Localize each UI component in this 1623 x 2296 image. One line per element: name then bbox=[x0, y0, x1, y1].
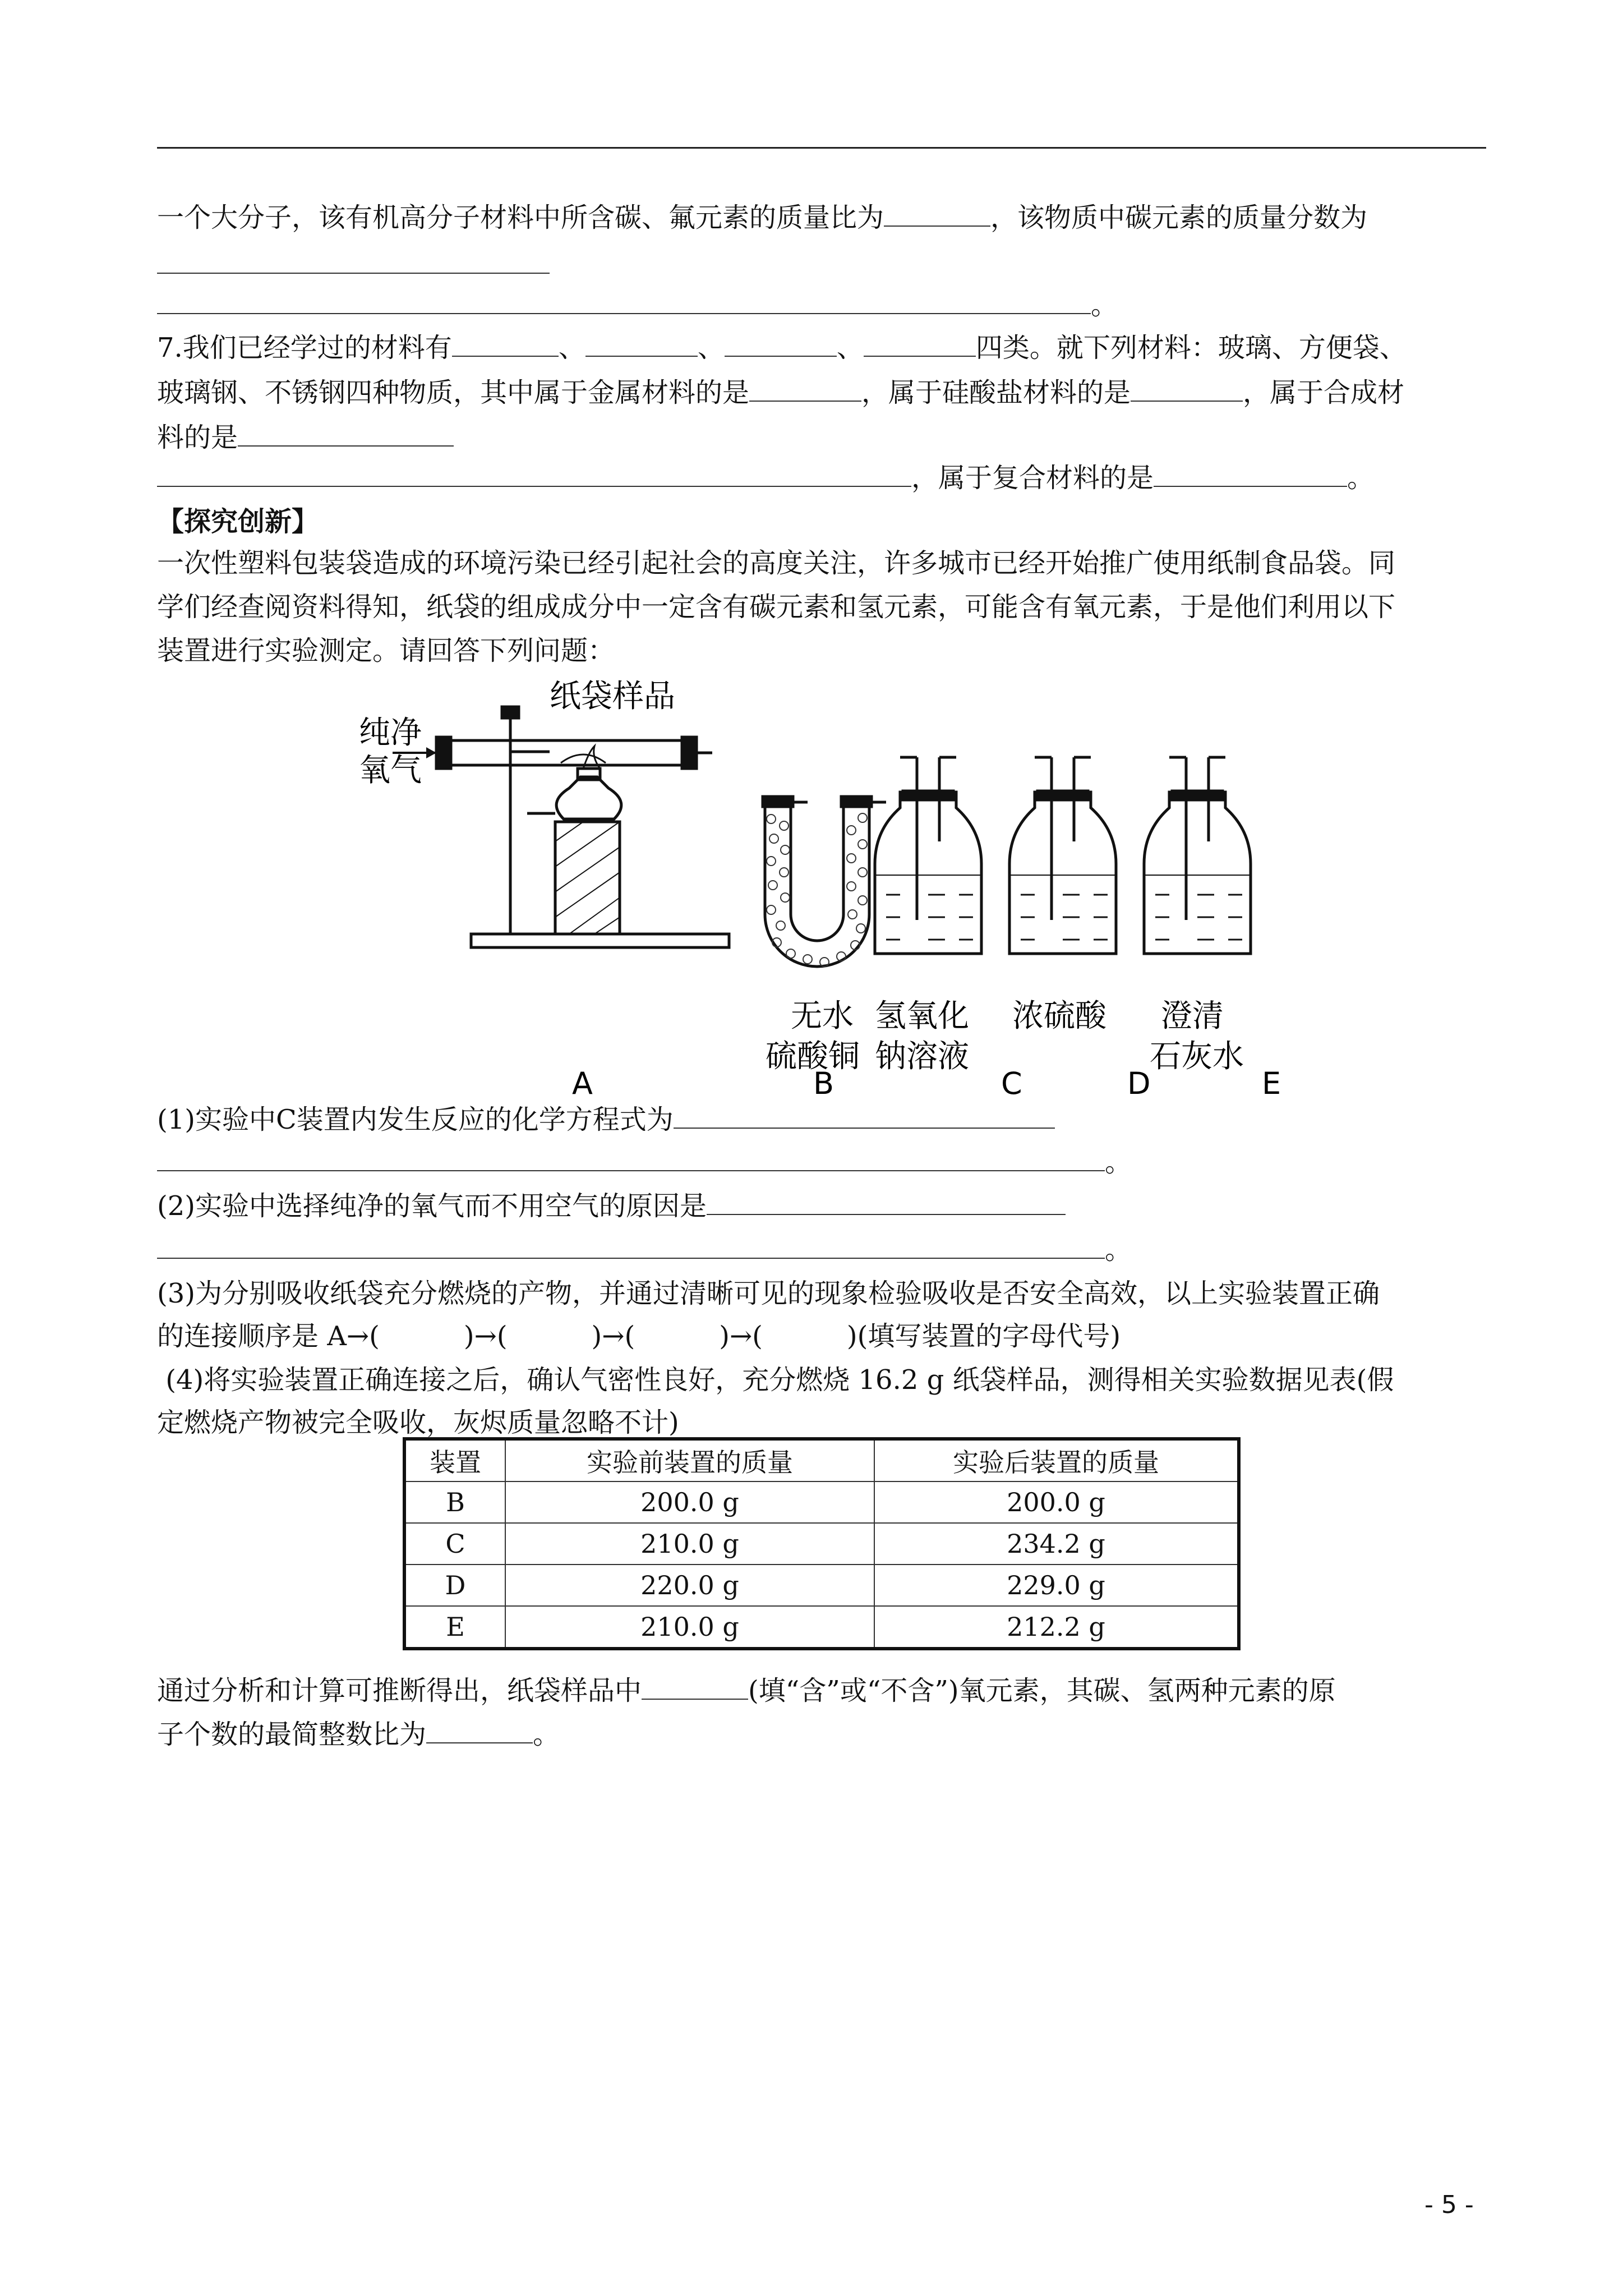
cell-before: 220.0 g bbox=[505, 1565, 874, 1606]
letter-b: B bbox=[813, 1066, 834, 1099]
answer-blank[interactable] bbox=[426, 1720, 533, 1743]
header-device: 装置 bbox=[404, 1439, 505, 1481]
answer-blank[interactable] bbox=[1154, 463, 1347, 487]
table-row bbox=[404, 1523, 1239, 1565]
letter-e: E bbox=[1262, 1066, 1281, 1099]
label-oxygen-2: 氧气 bbox=[359, 752, 422, 789]
header-after: 实验后装置的质量 bbox=[874, 1439, 1239, 1481]
mass-data-table bbox=[403, 1437, 1241, 1650]
sub-q3-line-1: (3)为分别吸收纸袋充分燃烧的产物，并通过清晰可见的现象检验吸收是否安全高效，以上实验装置正确 bbox=[157, 1278, 1380, 1309]
page-number: - 5 - bbox=[1424, 2191, 1474, 2219]
label-c-1: 氢氧化 bbox=[875, 998, 969, 1034]
sub-q3-line-2: 的连接顺序是 A→( )→( )→( )→( )(填写装置的字母代号) bbox=[157, 1320, 1121, 1352]
cell-after: 200.0 g bbox=[874, 1481, 1239, 1523]
apparatus-figure bbox=[314, 679, 1318, 1099]
cell-after: 229.0 g bbox=[874, 1565, 1239, 1606]
cell-before: 210.0 g bbox=[505, 1523, 874, 1565]
label-e-2: 石灰水 bbox=[1150, 1038, 1244, 1075]
intro-line-2: 学们经查阅资料得知，纸袋的组成成分中一定含有碳元素和氢元素，可能含有氧元素，于是他们利用以下 bbox=[157, 591, 1396, 623]
answer-blank[interactable] bbox=[642, 1676, 748, 1700]
cell-device: C bbox=[404, 1523, 505, 1565]
letter-c: C bbox=[1001, 1066, 1022, 1099]
sub-q1-line-1: (1)实验中C装置内发生反应的化学方程式为 bbox=[157, 1096, 1486, 1143]
apparatus-e bbox=[1144, 757, 1251, 954]
label-e-1: 澄清 bbox=[1161, 998, 1224, 1034]
answer-blank[interactable] bbox=[725, 333, 837, 357]
sub-q4-line-1: (4)将实验装置正确连接之后，确认气密性良好，充分燃烧 16.2 g 纸袋样品，测得相关实验数据见表(假 bbox=[157, 1364, 1394, 1396]
table-header-row bbox=[404, 1439, 1239, 1481]
letter-d: D bbox=[1127, 1066, 1151, 1099]
conclusion-line-2: 子个数的最简整数比为 。 bbox=[157, 1719, 560, 1750]
q6-line-1: 一个大分子，该有机高分子材料中所含碳、氟元素的质量比为 ，该物质中碳元素的质量分数为 bbox=[157, 202, 1368, 233]
section-heading: 【探究创新】 bbox=[157, 506, 319, 537]
conclusion-line-1: 通过分析和计算可推断得出，纸袋样品中 (填“含”或“不含”)氧元素，其碳、氢两种元素的原 bbox=[157, 1675, 1336, 1706]
label-oxygen-1: 纯净 bbox=[359, 715, 422, 751]
header-before: 实验前装置的质量 bbox=[505, 1439, 874, 1481]
q7-line-3: 料的是 bbox=[157, 414, 1486, 461]
table-row bbox=[404, 1565, 1239, 1606]
table-row bbox=[404, 1481, 1239, 1523]
q7-line-2: 玻璃钢、不锈钢四种物质，其中属于金属材料的是 ，属于硅酸盐材料的是 ，属于合成材 bbox=[157, 377, 1405, 408]
apparatus-a bbox=[393, 707, 729, 947]
apparatus-d bbox=[1009, 757, 1116, 954]
label-d-1: 浓硫酸 bbox=[1012, 998, 1106, 1034]
q6-line-3: 。 bbox=[157, 282, 1486, 329]
label-c-2: 钠溶液 bbox=[875, 1038, 969, 1075]
label-b-1: 无水 bbox=[791, 998, 854, 1034]
sub-q2-line-1: (2)实验中选择纯净的氧气而不用空气的原因是 bbox=[157, 1182, 1486, 1230]
cell-device: D bbox=[404, 1565, 505, 1606]
answer-blank[interactable] bbox=[864, 333, 976, 357]
sub-q1-line-2: 。 bbox=[157, 1139, 1486, 1186]
letter-a: A bbox=[572, 1066, 593, 1099]
answer-blank[interactable] bbox=[238, 423, 454, 447]
answer-blank[interactable] bbox=[157, 250, 550, 274]
intro-line-1: 一次性塑料包装袋造成的环境污染已经引起社会的高度关注，许多城市已经开始推广使用纸制食品袋。同 bbox=[157, 547, 1396, 579]
cell-before: 210.0 g bbox=[505, 1606, 874, 1649]
answer-blank[interactable] bbox=[452, 333, 559, 357]
answer-blank[interactable] bbox=[1131, 378, 1243, 402]
cell-after: 234.2 g bbox=[874, 1523, 1239, 1565]
answer-blank[interactable] bbox=[157, 1235, 1105, 1259]
answer-blank[interactable] bbox=[157, 291, 1091, 314]
cell-after: 212.2 g bbox=[874, 1606, 1239, 1649]
table-row bbox=[404, 1606, 1239, 1649]
q7-line-4: ，属于复合材料的是 。 bbox=[157, 454, 1486, 501]
sub-q2-line-2: 。 bbox=[157, 1226, 1486, 1273]
intro-line-3: 装置进行实验测定。请回答下列问题： bbox=[157, 635, 615, 666]
answer-blank[interactable] bbox=[157, 1148, 1105, 1171]
header-rule bbox=[157, 147, 1486, 149]
apparatus-c bbox=[875, 757, 981, 954]
answer-blank[interactable] bbox=[585, 333, 698, 357]
answer-blank[interactable] bbox=[157, 463, 911, 487]
answer-blank[interactable] bbox=[707, 1191, 1066, 1215]
answer-blank[interactable] bbox=[749, 378, 861, 402]
answer-blank[interactable] bbox=[674, 1105, 1055, 1129]
label-b-2: 硫酸铜 bbox=[766, 1038, 860, 1075]
sub-q4-line-2: 定燃烧产物被完全吸收，灰烬质量忽略不计) bbox=[157, 1407, 679, 1438]
q7-line-1: 7.我们已经学过的材料有 、 、 、 四类。就下列材料：玻璃、方便袋、 bbox=[157, 332, 1407, 364]
label-sample: 纸袋样品 bbox=[550, 679, 675, 715]
cell-before: 200.0 g bbox=[505, 1481, 874, 1523]
answer-blank[interactable] bbox=[884, 203, 990, 227]
cell-device: E bbox=[404, 1606, 505, 1649]
cell-device: B bbox=[404, 1481, 505, 1523]
desiccant-granules bbox=[767, 813, 867, 967]
